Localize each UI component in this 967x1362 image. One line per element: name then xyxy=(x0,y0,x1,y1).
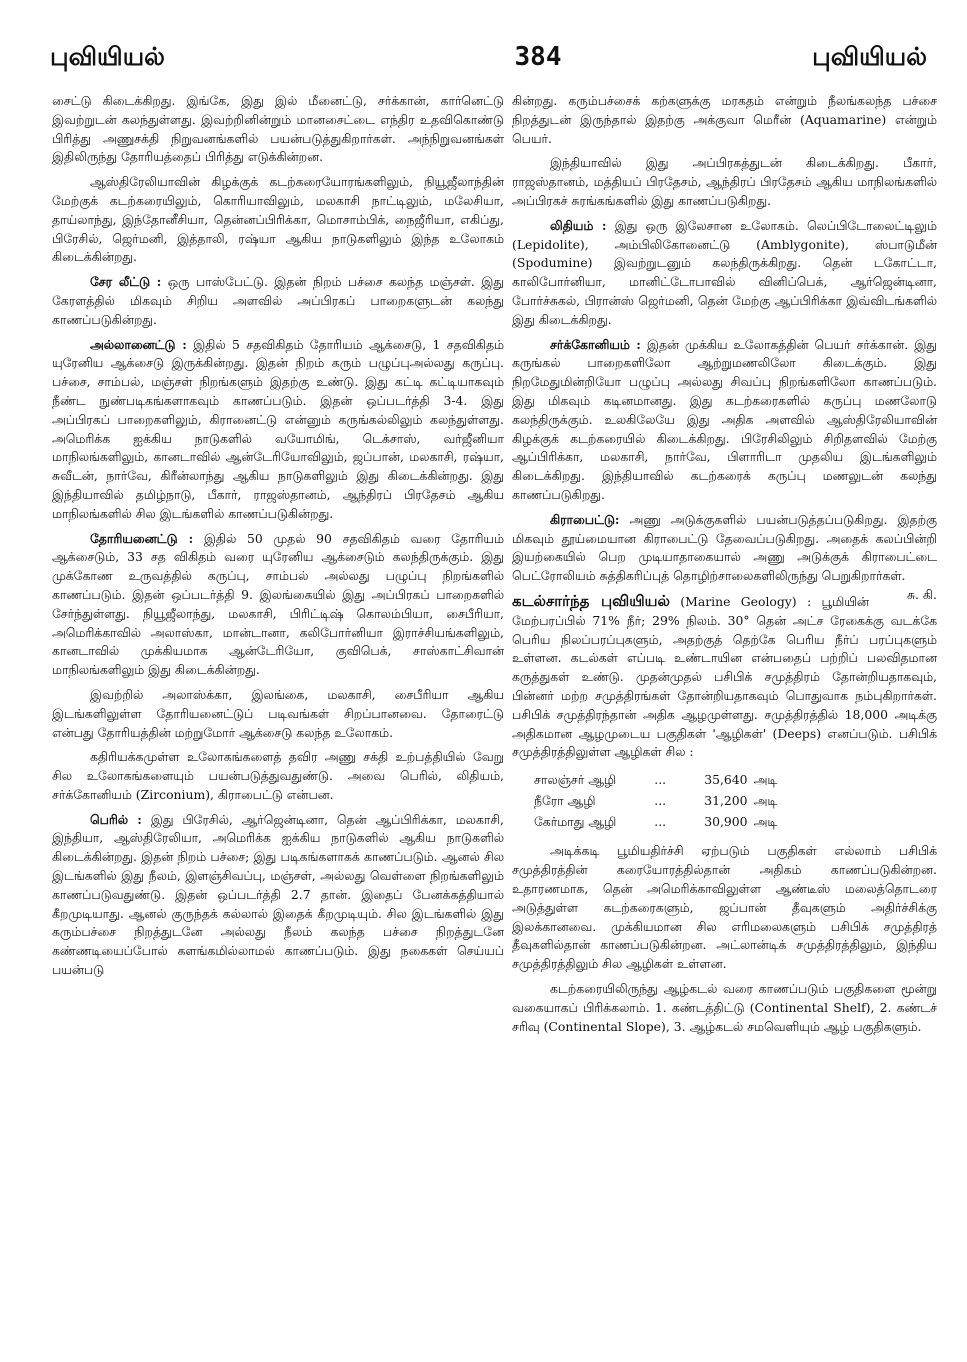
deep-depth: 31,200 xyxy=(704,792,748,808)
deep-unit: அடி xyxy=(753,772,778,788)
paragraph xyxy=(52,811,504,980)
table-row xyxy=(534,770,785,791)
term-heading: சர்க்கோனியம் : xyxy=(550,336,641,352)
paragraph-text: இதன் முக்கிய உலோகத்தின் பெயர் சர்க்கான். இது கருங்கல் பாறைகளிலோ ஆற்றுமணலிலோ கிடைக்கும். இது நிறமேதுமின்றியோ பழுப்பு அல்லது சிவப்பு நிறங்களிலோ காணப்படும். இது மிகவும் கடினமானது. இது கடற்கரைகளில் கருப்பு மணலோடு கலந்திருக்கும். உலகிலேயே இது அதிக அளவில் ஆஸ்திரேலியாவின் கிழக்குக் கடற்கரையில் கிடைக்கிறது. பிரேசிலிலும் சிறிதளவில் மேற்கு ஆப்பிரிக்கா, மலகாசி, நார்வே, பிளாரிடா முதலிய இடங்களிலும் கிடைக்கிறது. இந்தியாவில் கடற்கரைக் கருப்பு மணலுடன் கலந்து காணப்படுகிறது. xyxy=(512,336,937,502)
paragraph xyxy=(52,336,504,524)
paragraph xyxy=(512,92,937,148)
paragraph xyxy=(52,530,504,680)
page-header xyxy=(50,42,927,76)
paragraph xyxy=(52,92,504,167)
deep-name: கேர்மாது ஆழி xyxy=(534,813,617,829)
table-row xyxy=(534,812,785,833)
deeps-table xyxy=(534,770,785,832)
deep-name: நீரோ ஆழி xyxy=(534,792,596,808)
paragraph xyxy=(512,336,937,505)
right-column xyxy=(512,92,937,1036)
paragraph xyxy=(52,273,504,329)
paragraph-text: அணு அடுக்குகளில் பயன்படுத்தப்படுகிறது. இதற்கு மிகவும் தூய்மையான கிராபைட்டு தேவைப்படுகிறது. அதைக் கலப்பின்றி இயற்கையில் பெற முடியாதாகையால் அணு அடுக்குக் கிராபைட்டை பெட்ரோலியம் சுத்திகரிப்புத் தொழிற்சாலைகளிலிருந்து பெறுகிறார்கள். xyxy=(512,511,937,584)
paragraph xyxy=(52,686,504,742)
paragraph xyxy=(512,154,937,210)
paragraph-text: ஒரு பாஸ்பேட்டு. இதன் நிறம் பச்சை கலந்த மஞ்சள். இது கேரளத்தில் மிகவும் சிறிய அளவில் அப்பிரகப் பாறைகளுடன் கலந்து காணப்படுகின்றது. xyxy=(52,274,505,327)
paragraph-text: இவற்றில் அலாஸ்க்கா, இலங்கை, மலகாசி, சைபீரியா ஆகிய இடங்களிலுள்ள தோரியனைட்டுப் படிவங்கள் சிறப்பானவை. தோரைட்டு என்பது தோரியத்தின் மற்றுமோர் ஆக்சைடு கலந்த உலோகம். xyxy=(52,686,504,740)
term-heading: தோரியனைட்டு : xyxy=(90,530,194,546)
term-heading: அல்லானைட்டு : xyxy=(90,336,187,352)
deep-dots: ... xyxy=(654,792,667,808)
deep-dots: ... xyxy=(654,813,667,829)
paragraph-text: கதிரியக்கமுள்ள உலோகங்களைத் தவிர அணு சக்தி உற்பத்தியில் வேறு சில உலோகங்களையும் பயன்படுத்துவதுண்டு. அவை பெரில், லிதியம், சர்க்கோனியம் (Zirconium), கிராபைட்டு என்பன. xyxy=(52,749,504,802)
paragraph xyxy=(512,980,937,1036)
paragraph xyxy=(512,842,937,974)
paragraph-text: (Marine Geology) : பூமியின் மேற்பரப்பில் 71% நீர்; 29% நிலம். 30° தென் அட்ச ரேகைக்கு வடக்கே பெரிய நிலப்பரப்புகளும், அதற்குத் தெற்கே பெரிய நீர்ப் பரப்புகளும் உள்ளன. கடல்கள் எப்படி உண்டாயின என்பதைப் பற்றிப் பலவிதமான கருத்துகள் உண்டு. முதன்முதல் பசிபிக் சமுத்திரம் தோன்றியதாகவும், பின்னர் மற்ற சமுத்திரங்கள் தோன்றியதாகவும் பொதுவாக நம்புகிறார்கள். பசிபிக் சமுத்திரந்தான் அதிக ஆழமுள்ளது. சமுத்திரத்தில் 18,000 அடிக்கு அதிகமான ஆழமுடைய பகுதிகள் 'ஆழிகள்' (Deeps) எனப்படும். பசிபிக் சமுத்திரத்திலுள்ள ஆழிகள் சில : xyxy=(512,593,937,760)
paragraph-text: ஆஸ்திரேலியாவின் கிழக்குக் கடற்கரையோரங்களிலும், நியூஜீலாந்தின் மேற்குக் கடற்கரையிலும், கொரியாவிலும், மலகாசி நாட்டிலும், மலேசியா, தாய்லாந்து, இந்தோனீசியா, தென்னப்பிரிக்கா, மொசாம்பிக், நைஜீரியா, எகிப்து, பிரேசில், ஜெர்மனி, இத்தாலி, ரஷ்யா ஆகிய நாடுகளிலும் இந்த உலோகம் கிடைக்கின்றது. xyxy=(52,174,504,265)
deep-unit: அடி xyxy=(753,792,778,808)
paragraph-text: இந்தியாவில் இது அப்பிரகத்துடன் கிடைக்கிறது. பீகார், ராஜஸ்தானம், மத்தியப் பிரதேசம், ஆந்திரப் பிரதேசம் ஆகிய மாநிலங்களில் அப்பிரகச் சுரங்கங்களில் இது காணப்படுகிறது. xyxy=(512,155,937,208)
paragraph xyxy=(52,748,504,804)
paragraph-text: கடற்கரையிலிருந்து ஆழ்கடல் வரை காணப்படும் பகுதிகளை மூன்று வகையாகப் பிரிக்கலாம். 1. கண்டத்திட்டு (Continental Shelf), 2. கண்டச் சரிவு (Continental Slope), 3. ஆழ்கடல் சமவெளியும் ஆழ் பகுதிகளும். xyxy=(512,981,937,1034)
paragraph-text: சைட்டு கிடைக்கிறது. இங்கே, இது இல் மீனைட்டு, சர்க்கான், கார்னெட்டு இவற்றுடன் கலந்துள்ளது. இவற்றினின்றும் மானசைட்டை எந்திர உதவிகொண்டு பிரித்து அணுசக்தி நிறுவனங்களில் பயன்படுத்துகிறார்கள். அந்நிறுவனங்கள் இதிலிருந்து தோரியத்தைப் பிரித்து எடுக்கின்றன. xyxy=(52,93,504,165)
table-row xyxy=(534,791,785,812)
deep-dots: ... xyxy=(654,772,667,788)
deep-depth: 30,900 xyxy=(704,813,748,829)
paragraph-text: இது பிரேசில், ஆர்ஜென்டினா, தென் ஆப்பிரிக்கா, மலகாசி, இந்தியா, ஆஸ்திரேலியா, அமெரிக்க ஐக்கிய நாடுகளில் ஆகிய நாடுகளில் கிடைக்கின்றது. இதன் நிறம் பச்சை; இது படிகங்களாகக் காணப்படும். ஆனல் சில இடங்களில் இது நீலம், இளஞ்சிவப்பு, மஞ்சள், அல்லது வெள்ளை நிறங்களிலும் காணப்படுவதுண்டு. இதன் ஒப்படர்த்தி 2.7 தான். இதைப் பேனக்கத்தியால் கீறமுடியாது. ஆனல் குருந்தக் கல்லால் இதைக் கீறமுடியும். சில இடங்களில் இது கரும்பச்சை நிறத்துடனே அல்லது நீலம் கலந்த பச்சை நிறத்துடனே கண்ணடியைப்போல் களங்கமில்லாமல் காணப்படும். இது நகைகள் செய்யப் பயன்படு xyxy=(52,811,504,978)
term-heading: பெரில் : xyxy=(90,811,142,827)
paragraph xyxy=(52,173,504,267)
paragraph-text: இதில் 5 சதவிகிதம் தோரியம் ஆக்சைடு, 1 சதவிகிதம் யுரேனிய ஆக்சைடு இருக்கின்றது. இதன் நிறம் கரும் பழுப்புஅல்லது கருப்பு. பச்சை, சாம்பல், மஞ்சள் நிறங்களும் இதற்கு உண்டு. இது கட்டி கட்டியாகவும் நீண்ட நுண்படிகங்களாகவும் காணப்படும். இதன் ஒப்படர்த்தி 3-4. இது அப்பிரகப் பாறைகளிலும், கிரானைட்டு என்னும் கருங்கல்லிலும் கலந்துள்ளது. அமெரிக்க ஐக்கிய நாடுகளில் வயோமிங், டெக்சாஸ், வர்ஜீனியா மாநிலங்களிலும், கானடாவில் ஆன்டேரியோவிலும், ஜப்பான், மலகாசி, ரஷ்யா, சுவீடன், நார்வே, கிரீன்லாந்து ஆகிய நாடுகளிலும் இது கிடைக்கின்றது. இது இந்தியாவில் தமிழ்நாடு, பீகார், ராஜஸ்தானம், ஆந்திரப் பிரதேசம் ஆகிய மாநிலங்களில் சில இடங்களில் காணப்படுகின்றது. xyxy=(52,336,504,521)
right-column-text-top xyxy=(512,92,937,762)
deep-depth: 35,640 xyxy=(704,772,748,788)
deep-name: சாலஞ்சர் ஆழி xyxy=(534,772,617,788)
paragraph-text: அடிக்கடி பூமியதிர்ச்சி ஏற்படும் பகுதிகள் எல்லாம் பசிபிக் சமுத்திரத்தின் கரையோரத்தில்தான் அதிகம் காணப்படுகின்றன. உதாரணமாக, தென் அமெரிக்காவிலுள்ள ஆண்டீஸ் மலைத்தொடரை அடுத்துள்ள கடற்கரைகளும், ஜப்பான் தீவுகளும் அதிர்ச்சிக்கு இலக்கானவை. முக்கியமான சில எரிமலைகளும் பசிபிக் சமுத்திரத் தீவுகளில்தான் காணப்படுகின்றன. அட்லான்டிக் சமுத்திரத்திலும், இந்திய சமுத்திரத்திலும் சில ஆழிகள் உள்ளன. xyxy=(512,843,937,972)
paragraph-text: கின்றது. கரும்பச்சைக் கற்களுக்கு மரகதம் என்றும் நீலங்கலந்த பச்சை நிறத்துடன் இருந்தால் இதற்கு அக்குவா மெரீன் (Aquamarine) என்றும் பெயர். xyxy=(512,93,937,146)
deep-unit: அடி xyxy=(753,813,778,829)
paragraph-text: இது ஒரு இலேசான உலோகம். லெப்பிடோலைட்டிலும் (Lepidolite), அம்பிலிகோனைட்டு (Amblygonite), ஸ்பாடுமீன் (Spodumine) இவற்றுடனும் கலந்திருக்கிறது. தென் டகோட்டா, காலிபோர்னியா, மானிட்டோபாவில் வினிப்பெக், ஆர்ஜென்டினா, போர்ச்சுகல், பிரான்ஸ் ஜெர்மனி, தென் மேற்கு ஆப்பிரிக்கா இவ்விடங்களில் இது கிடைக்கிறது. xyxy=(512,217,937,327)
term-heading: லிதியம் : xyxy=(550,217,607,233)
paragraph xyxy=(512,217,937,330)
paragraph-text: இதில் 50 முதல் 90 சதவிகிதம் வரை தோரியம் ஆக்சைடும், 33 சத விகிதம் வரை யுரேனிய ஆக்சைடும் கலந்திருக்கும். இது முக்கோண உருவத்தில் கருப்பு, சாம்பல் அல்லது பழுப்பு நிறங்களில் காணப்படும். இதன் ஒப்படர்த்தி 9. இலங்கையில் இது அப்பிரகப் பாறைகளில் சேர்ந்துள்ளது. நியூஜீலாந்து, மலகாசி, பிரிட்டிஷ் கொலம்பியா, சைபீரியா, அமெரிக்காவில் அலாஸ்கா, மான்டானா, கலிபோர்னியா இராச்சியங்களிலும், கானடாவில் முக்கியமாக ஆன்டேரியோ, குவிபெக், சாஸ்காட்சிவான் மாநிலங்களிலும் இது கிடைக்கின்றது. xyxy=(52,530,504,678)
entry-title: கடல்சார்ந்த புவியியல் xyxy=(512,591,670,610)
term-heading: கிராபைட்டு: xyxy=(550,511,620,527)
right-column-text-bottom xyxy=(512,842,937,1036)
paragraph xyxy=(512,592,937,762)
running-head-right: புவியியல் xyxy=(812,42,927,71)
author-signature: சு. கி. xyxy=(906,586,937,602)
running-head-left: புவியியல் xyxy=(50,42,165,71)
page-number: 384 xyxy=(514,42,562,72)
term-heading: சேர லீட்டு : xyxy=(90,274,162,290)
left-column xyxy=(52,92,504,980)
